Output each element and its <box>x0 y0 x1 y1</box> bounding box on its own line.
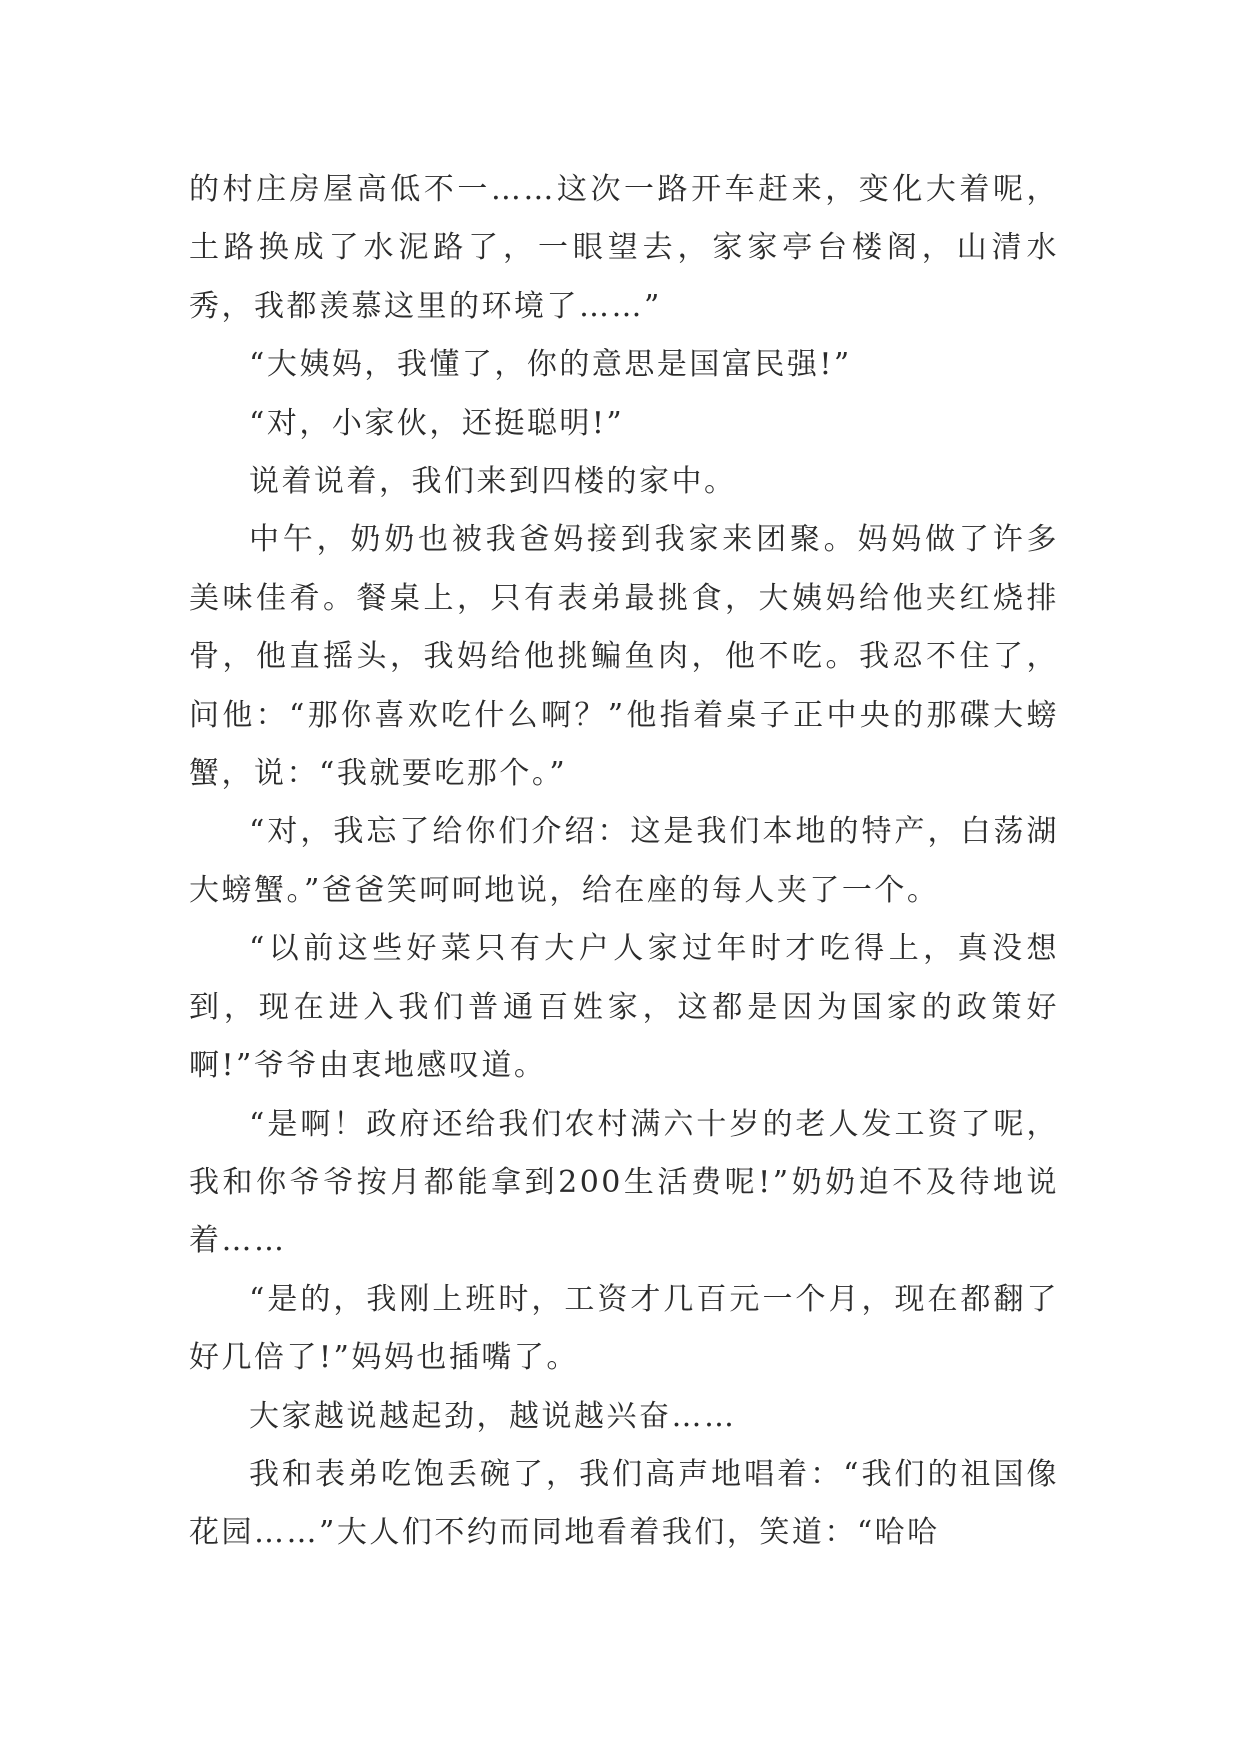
paragraph: 我和表弟吃饱丢碗了，我们高声地唱着：“我们的祖国像花园……”大人们不约而同地看着我们，笑道：“哈哈 <box>189 1456 1059 1551</box>
paragraph: “是的，我刚上班时，工资才几百元一个月，现在都翻了好几倍了!”妈妈也插嘴了。 <box>189 1281 1059 1376</box>
paragraph: 说着说着，我们来到四楼的家中。 <box>249 464 737 500</box>
paragraph: “大姨妈，我懂了，你的意思是国富民强!” <box>249 347 852 383</box>
paragraph: “以前这些好菜只有大户人家过年时才吃得上，真没想到，现在进入我们普通百姓家，这都是因为国家的政策好啊!”爷爷由衷地感叹道。 <box>189 931 1059 1084</box>
paragraph: “对，我忘了给你们介绍：这是我们本地的特产，白荡湖大螃蟹。”爸爸笑呵呵地说，给在座的每人夹了一个。 <box>189 814 1059 908</box>
paragraph: 中午，奶奶也被我爸妈接到我家来团聚。妈妈做了许多美味佳肴。餐桌上，只有表弟最挑食，大姨妈给他夹红烧排骨，他直摇头，我妈给他挑鳊鱼肉，他不吃。我忍不住了，问他：“那你喜欢吃什么啊？”他指着桌子正中央的那碟大螃蟹，说：“我就要吃那个。” <box>189 522 1059 792</box>
paragraph: “对，小家伙，还挺聪明!” <box>249 405 625 441</box>
paragraph-continued: 的村庄房屋高低不一……这次一路开车赶来，变化大着呢，土路换成了水泥路了，一眼望去，家家亭台楼阁，山清水秀，我都羡慕这里的环境了……” <box>189 172 1059 324</box>
paragraph: “是啊！政府还给我们农村满六十岁的老人发工资了呢，我和你爷爷按月都能拿到200生活费呢!”奶奶迫不及待地说着…… <box>189 1106 1059 1259</box>
document-body <box>189 161 1059 1563</box>
paragraph: 大家越说越起劲，越说越兴奋…… <box>249 1398 737 1434</box>
